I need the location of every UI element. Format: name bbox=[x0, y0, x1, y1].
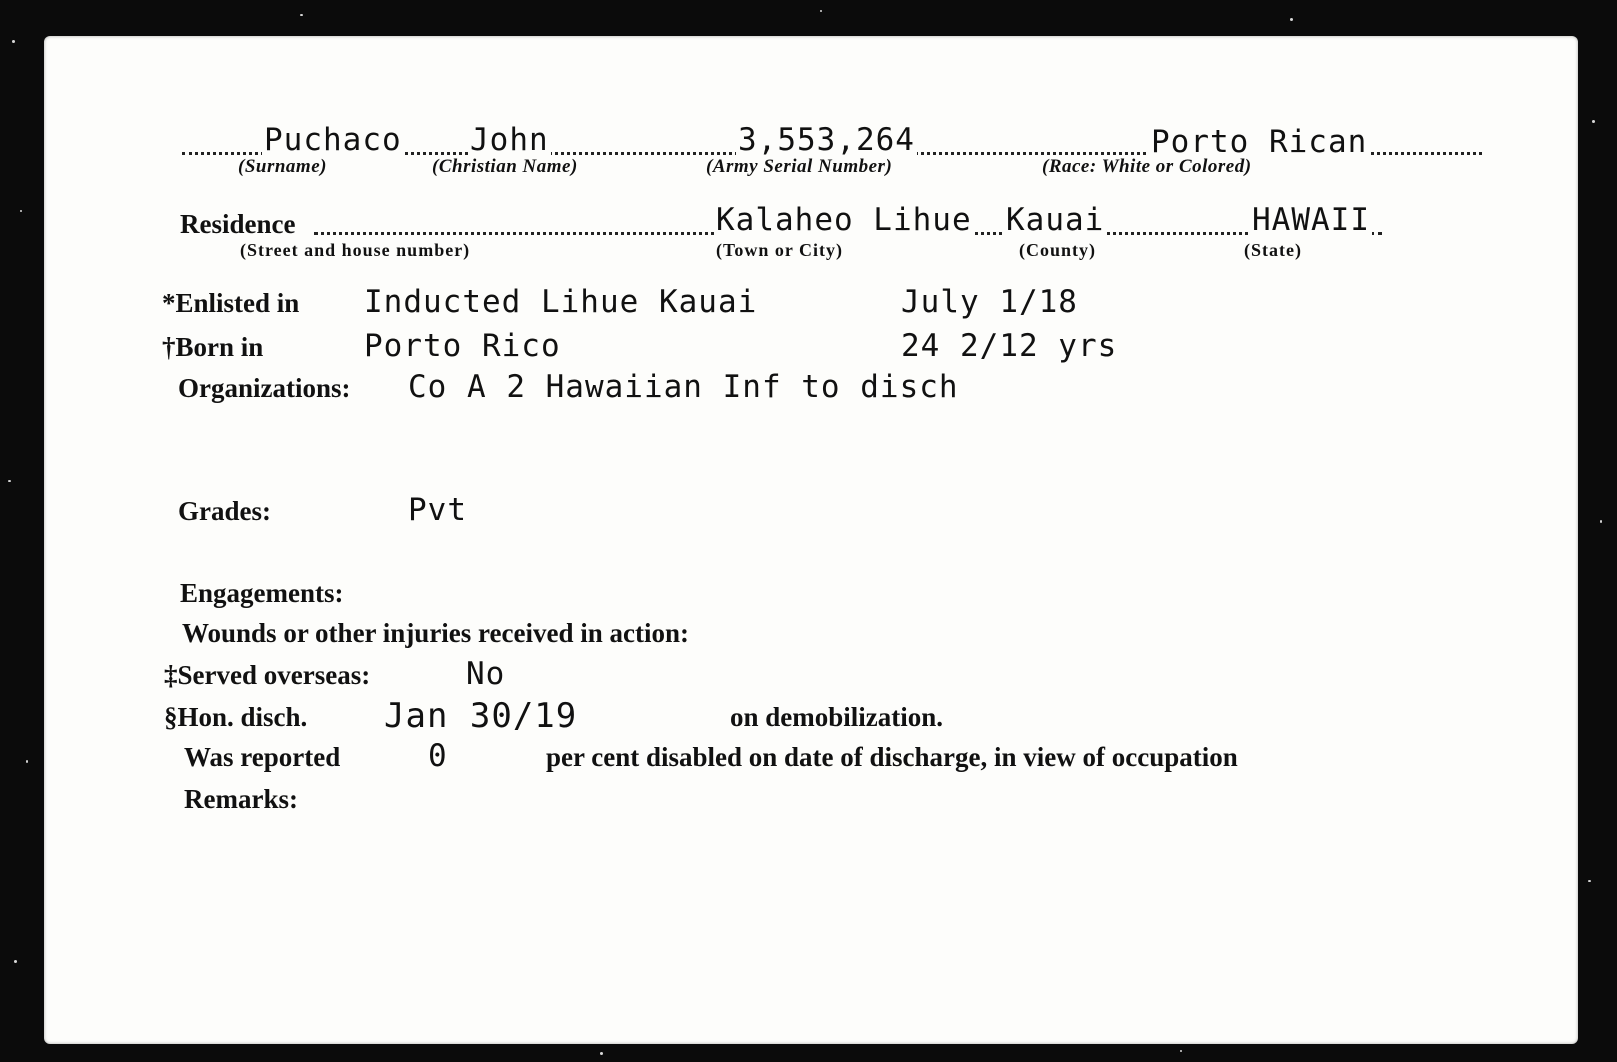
served-overseas-value: No bbox=[466, 656, 506, 692]
serial-number-value: 3,553,264 bbox=[738, 122, 915, 158]
county-value: Kauai bbox=[1006, 202, 1105, 238]
surname-caption: (Surname) bbox=[238, 156, 327, 177]
christian-name-value: John bbox=[470, 122, 549, 158]
disability-suffix: per cent disabled on date of discharge, in view of occupation bbox=[546, 742, 1238, 772]
disability-label: Was reported bbox=[184, 742, 341, 772]
town-value: Kalaheo Lihue bbox=[716, 202, 972, 238]
scan-speck bbox=[8, 480, 11, 482]
scan-speck bbox=[300, 14, 303, 16]
scan-speck bbox=[1592, 120, 1595, 123]
race-value: Porto Rican bbox=[1151, 124, 1368, 160]
scan-speck bbox=[12, 40, 15, 43]
state-caption: (State) bbox=[1244, 240, 1302, 260]
remarks-label: Remarks: bbox=[184, 784, 298, 814]
surname-value: Puchaco bbox=[264, 122, 402, 158]
race-caption: (Race: White or Colored) bbox=[1042, 156, 1252, 177]
grades-label: Grades: bbox=[178, 496, 271, 526]
scan-speck bbox=[26, 760, 28, 763]
scan-speck bbox=[14, 960, 17, 963]
organizations-value: Co A 2 Hawaiian Inf to disch bbox=[408, 369, 959, 405]
county-caption: (County) bbox=[1019, 240, 1097, 260]
enlisted-value: Inducted Lihue Kauai bbox=[364, 284, 758, 320]
organizations-label: Organizations: bbox=[178, 373, 351, 403]
engagements-label: Engagements: bbox=[180, 578, 344, 608]
disability-percent: 0 bbox=[428, 738, 448, 774]
scan-speck bbox=[1600, 520, 1602, 523]
discharge-suffix: on demobilization. bbox=[730, 702, 944, 732]
served-overseas-label: ‡Served overseas: bbox=[164, 660, 371, 690]
serial-number-caption: (Army Serial Number) bbox=[706, 156, 893, 177]
christian-name-caption: (Christian Name) bbox=[432, 156, 578, 177]
age-value: 24 2/12 yrs bbox=[901, 328, 1118, 364]
wounds-label: Wounds or other injuries received in action: bbox=[182, 618, 690, 648]
scan-speck bbox=[1588, 880, 1591, 882]
discharge-label: §Hon. disch. bbox=[164, 702, 308, 732]
scan-speck bbox=[600, 1052, 603, 1055]
enlisted-date: July 1/18 bbox=[901, 284, 1078, 320]
town-caption: (Town or City) bbox=[716, 240, 844, 260]
grades-value: Pvt bbox=[408, 492, 467, 528]
scan-speck bbox=[20, 210, 22, 212]
discharge-date: Jan 30/19 bbox=[384, 696, 578, 736]
birthplace-value: Porto Rico bbox=[364, 328, 561, 364]
scan-speck bbox=[1180, 1050, 1182, 1052]
born-label: †Born in bbox=[162, 332, 264, 362]
state-value: HAWAII bbox=[1252, 202, 1370, 238]
scan-speck bbox=[820, 10, 822, 12]
service-record-card bbox=[44, 36, 1578, 1044]
residence-label: Residence bbox=[180, 209, 296, 239]
street-caption: (Street and house number) bbox=[240, 240, 471, 260]
scan-speck bbox=[1290, 18, 1293, 21]
enlisted-label: *Enlisted in bbox=[162, 288, 300, 318]
